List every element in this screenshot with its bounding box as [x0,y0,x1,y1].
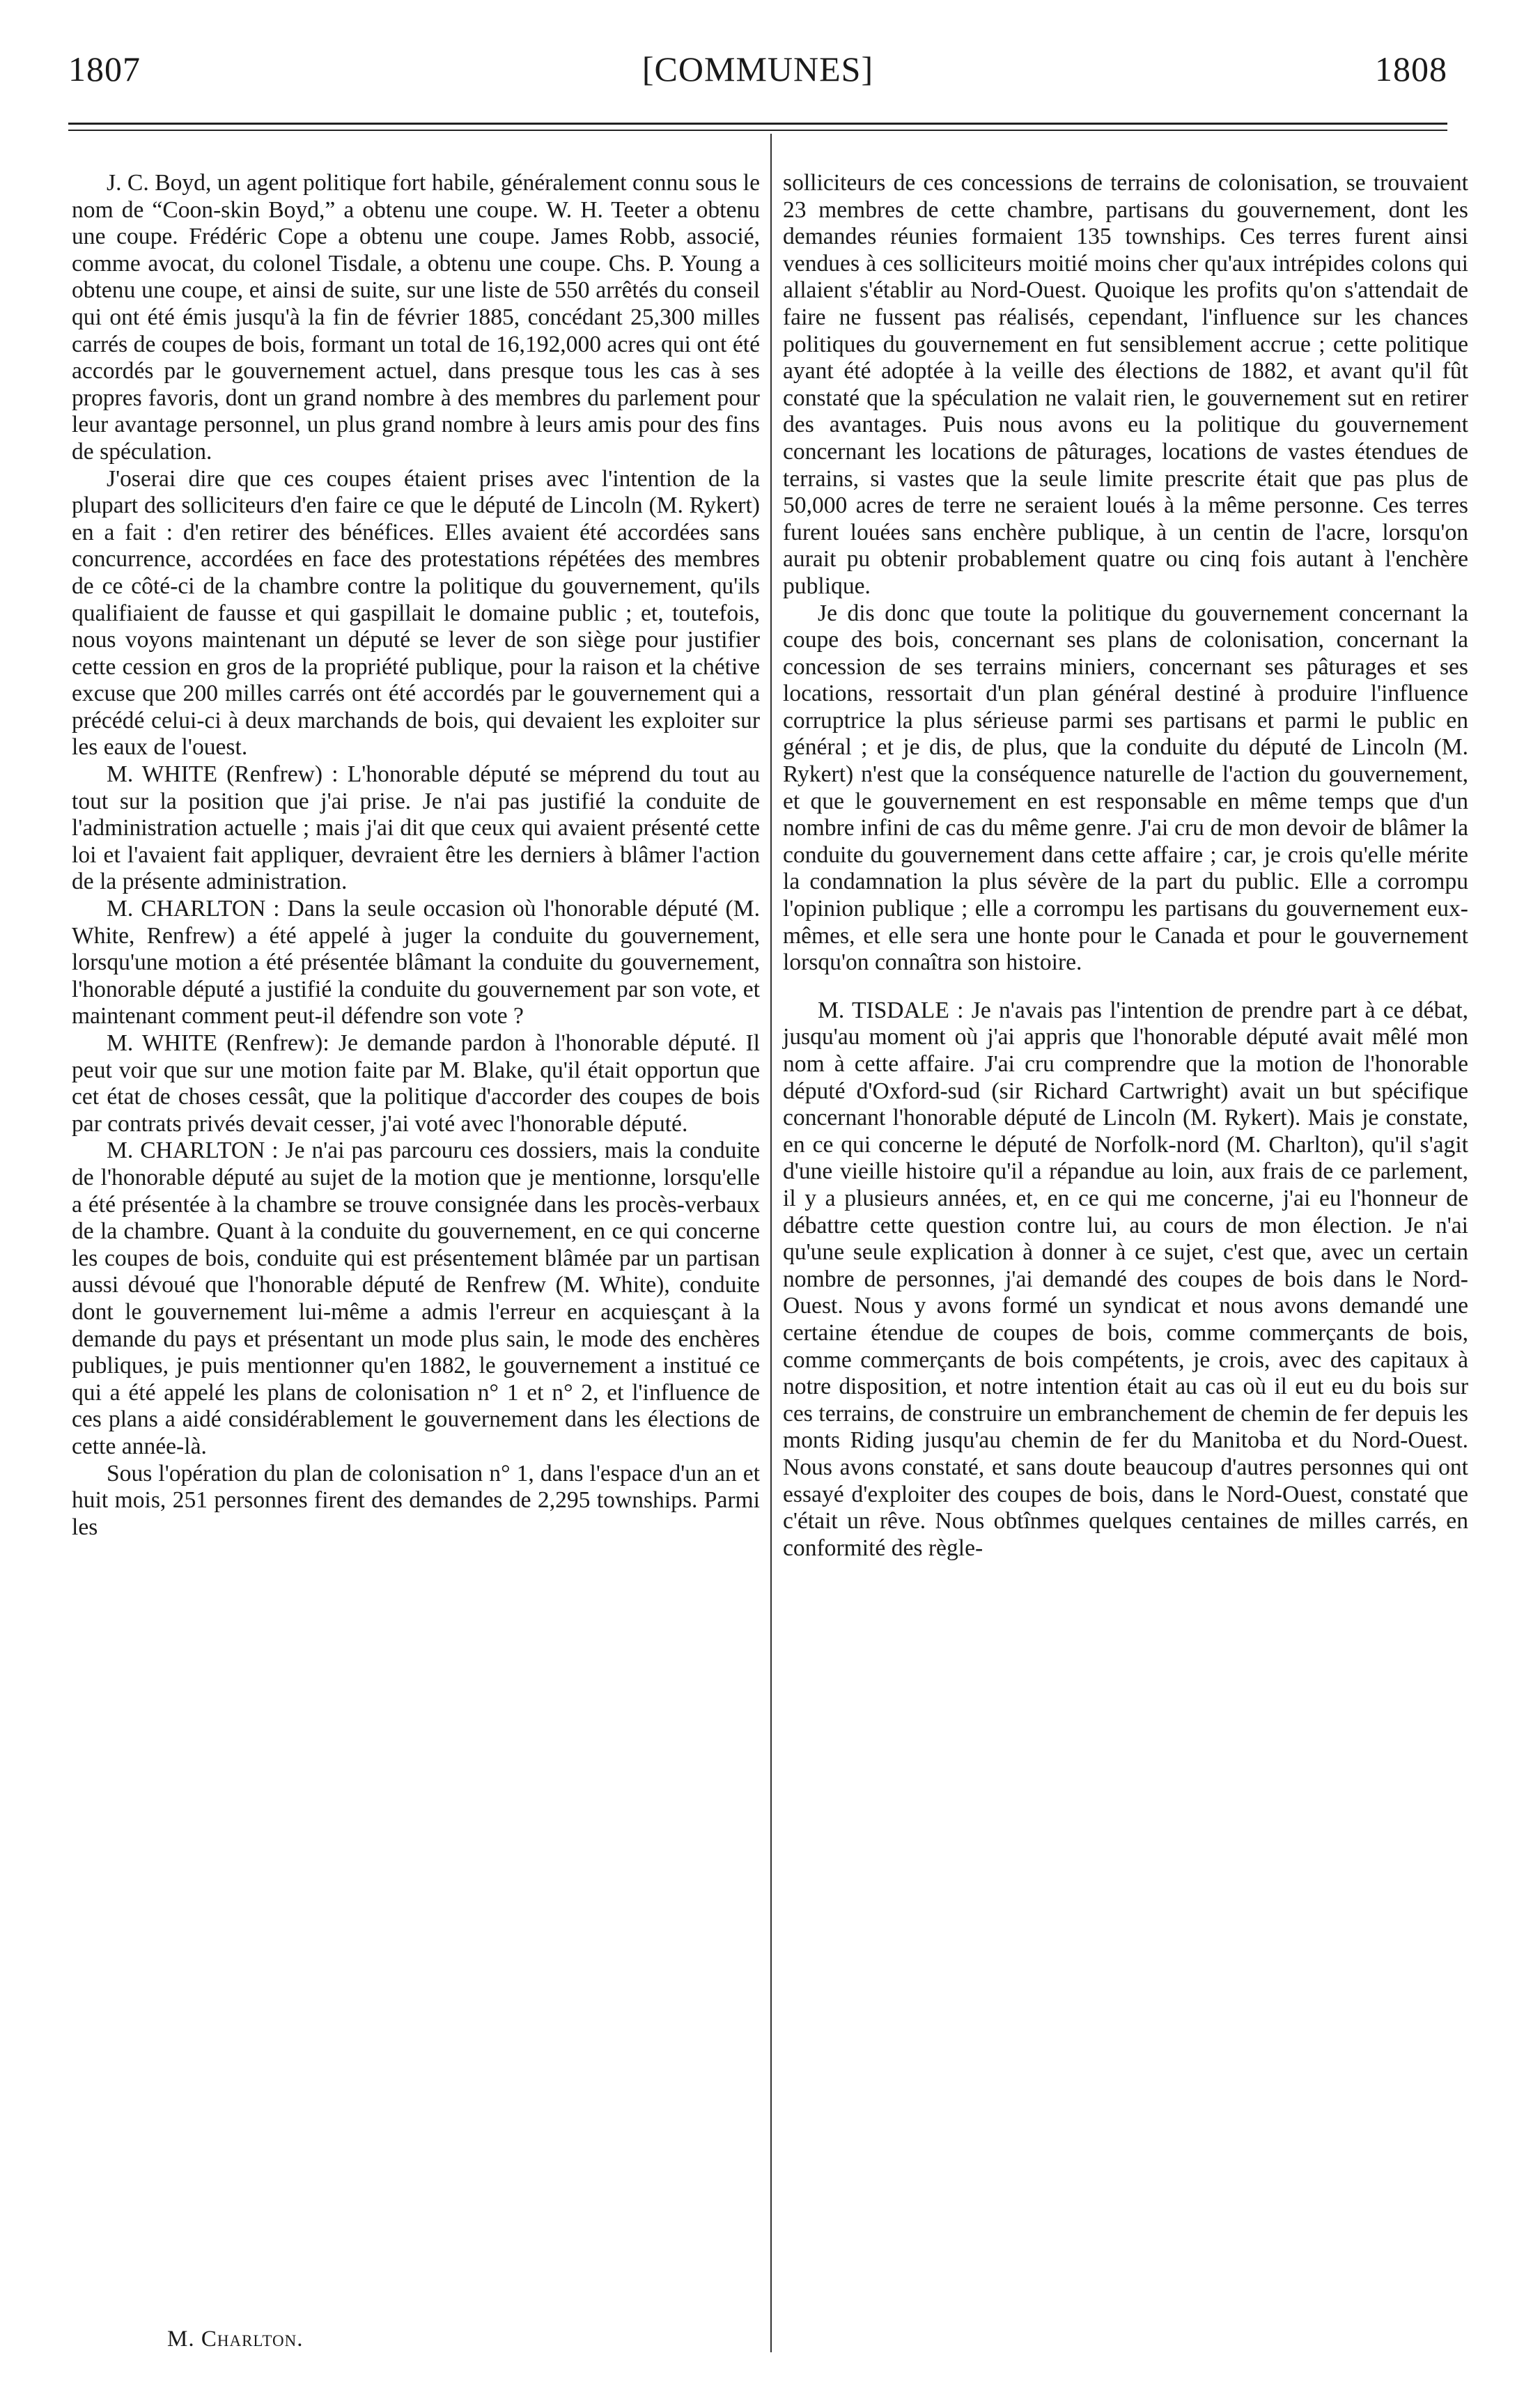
paragraph: M. TISDALE : Je n'avais pas l'intention de prendre part à ce débat, jusqu'au moment où j'ai appris que l'honorable député avait mêlé mon nom à cette affaire. J'ai cru comprendre que la motion de l'honorable député d'Oxford-sud (sir Richard Cartwright) avait un but spécifique concernant l'honorable député de Lincoln (M. Rykert). Mais je constate, en ce qui concerne le député de Norfolk-nord (M. Charlton), qu'il s'agit d'une vieille histoire qu'il a répandue au loin, aux frais de ce parlement, il y a plusieurs années, et, en ce qui me concerne, j'ai eu l'honneur de débattre cette question contre lui, au cours de mon élection. Je n'ai qu'une seule explication à donner à ce sujet, c'est que, avec un certain nombre de personnes, j'ai demandé des coupes de bois dans le Nord-Ouest. Nous y avons formé un syndicat et nous avons demandé une certaine étendue de coupes de bois, comme commerçants de bois, comme commerçants de bois compétents, je crois, avec des capitaux à notre disposition, et notre intention était au cas où il eut eu du bois sur ces terrains, de construire un embranchement de chemin de fer depuis les monts Riding jusqu'au chemin de fer du Manitoba et du Nord-Ouest. Nous avons constaté, et sans doute beaucoup d'autres personnes qui ont essayé d'exploiter des coupes de bois, dans le Nord-Ouest, constaté que c'était un rêve. Nous obtînmes quelques centaines de milles carrés, en conformité des règle- [783,997,1468,1561]
page-header [68,49,1447,111]
right-column [783,170,1468,1562]
header-rule [68,123,1447,125]
paragraph: M. WHITE (Renfrew) : L'honorable député se méprend du tout au tout sur la position que j'ai prise. Je n'ai pas justifié la conduite de l'administration actuelle ; mais j'ai dit que ceux qui avaient présenté cette loi et l'avaient fait appliquer, devraient être les derniers à blâmer l'action de la présente administration. [72,761,760,895]
paragraph: solliciteurs de ces concessions de terrains de colonisation, se trouvaient 23 membres de cette chambre, partisans du gouvernement, dont les demandes réunies formaient 135 townships. Ces terres furent ainsi vendues à ces solliciteurs moitié moins cher qu'aux intrépides colons qui allaient s'établir au Nord-Ouest. Quoique les profits qu'on s'attendait de faire ne fussent pas réalisés, cependant, l'influence sur les chances politiques du gouvernement en fut sensiblement accrue ; cette politique ayant été adoptée à la veille des élections de 1882, et avant qu'il fût constaté que la spéculation ne valait rien, le gouvernement sut en retirer des avantages. Puis nous avons eu la politique du gouvernement concernant les locations de pâturages, locations de vastes étendues de terrains, si vastes que la seule limite prescrite était que pas plus de 50,000 acres de terre ne seraient loués à la même personne. Ces terres furent louées sans enchère publique, à un centin de l'acre, lorsqu'on aurait pu obtenir probablement quatre ou cinq fois autant à l'enchère publique. [783,170,1468,599]
paragraph: M. WHITE (Renfrew): Je demande pardon à l'honorable député. Il peut voir que sur une motion faite par M. Blake, qu'il était opportun que cet état de choses cessât, que la politique d'accorder des coupes de bois par contrats privés devait cesser, j'ai voté avec l'honorable député. [72,1030,760,1137]
paragraph: M. CHARLTON : Dans la seule occasion où l'honorable député (M. White, Renfrew) a été appelé à juger la conduite du gouvernement, lorsqu'une motion a été présentée blâmant la conduite du gouvernement, l'honorable député a justifié la conduite du gouvernement par son vote, et maintenant comment peut-il défendre son vote ? [72,896,760,1030]
paragraph: J. C. Boyd, un agent politique fort habile, généralement connu sous le nom de “Coon-skin Boyd,” a obtenu une coupe. W. H. Teeter a obtenu une coupe. Frédéric Cope a obtenu une coupe. James Robb, associé, comme avocat, du colonel Tisdale, a obtenu une coupe. Chs. P. Young a obtenu une coupe, et ainsi de suite, sur une liste de 550 arrêtés du conseil qui ont été émis jusqu'à la fin de février 1885, concédant 25,300 milles carrés de coupes de bois, formant un total de 16,192,000 acres qui ont été accordés par le gouvernement actuel, dans presque tous les cas à ses propres favoris, dont un grand nombre à des membres du parlement pour leur avantage personnel, un plus grand nombre à leurs amis pour des fins de spéculation. [72,170,760,465]
running-title: [COMMUNES] [641,49,874,88]
page-number-right: 1808 [1375,49,1447,88]
paragraph: J'oserai dire que ces coupes étaient prises avec l'intention de la plupart des solliciteurs d'en faire ce que le député de Lincoln (M. Rykert) en a fait : d'en retirer des bénéfices. Elles avaient été accordées sans concurrence, accordées en face des protestations répétées des membres de ce côté-ci de la chambre contre la politique du gouvernement, qu'ils qualifiaient de fausse et qui gaspillait le domaine public ; et, toutefois, nous voyons maintenant un député se lever de son siège pour justifier cette cession en gros de la propriété publique, pour la raison et la chétive excuse que 200 milles carrés ont été accordés par le gouvernement qui a précédé celui-ci à deux marchands de bois, qui devaient les exploiter sur les eaux de l'ouest. [72,465,760,761]
speaker-footer: M. Charlton. [167,2327,304,2352]
left-column [72,170,760,1541]
paragraph: Sous l'opération du plan de colonisation n° 1, dans l'espace d'un an et huit mois, 251 personnes firent des demandes de 2,295 townships. Parmi les [72,1460,760,1540]
header-rule-secondary [68,130,1447,131]
column-divider [770,134,772,2352]
paragraph: Je dis donc que toute la politique du gouvernement concernant la coupe des bois, concernant ses plans de colonisation, concernant la concession de ses terrains miniers, concernant ses pâturages et ses locations, ressortait d'un plan général destiné à produire l'influence corruptrice la plus sérieuse parmi ses partisans et parmi le public en général ; et je dis, de plus, que la conduite du député de Lincoln (M. Rykert) n'est que la conséquence naturelle de l'action du gouvernement, et que le gouvernement en est responsable en même temps que d'un nombre infini de cas du même genre. J'ai cru de mon devoir de blâmer la conduite du gouvernement dans cette affaire ; car, je crois qu'elle mérite la condamnation la plus sévère de la part du public. Elle a corrompu l'opinion publique ; elle a corrompu les partisans du gouvernement eux-mêmes, et elle sera une honte pour le Canada et pour le gouvernement lorsqu'on connaîtra son histoire. [783,600,1468,976]
page-number-left: 1807 [68,49,141,88]
paragraph: M. CHARLTON : Je n'ai pas parcouru ces dossiers, mais la conduite de l'honorable député au sujet de la motion que je mentionne, lorsqu'elle a été présentée à la chambre se trouve consignée dans les procès-verbaux de la chambre. Quant à la conduite du gouvernement, en ce qui concerne les coupes de bois, conduite qui est présentement blâmée par un partisan aussi dévoué que l'honorable député de Renfrew (M. White), conduite dont le gouvernement lui-même a admis l'erreur en acquiesçant à la demande du pays et présentant un mode plus sain, le mode des enchères publiques, je puis mentionner qu'en 1882, le gouvernement a institué ce qui a été appelé les plans de colonisation n° 1 et n° 2, et l'influence de ces plans a aidé considérablement le gouvernement dans les élections de cette année-là. [72,1137,760,1459]
